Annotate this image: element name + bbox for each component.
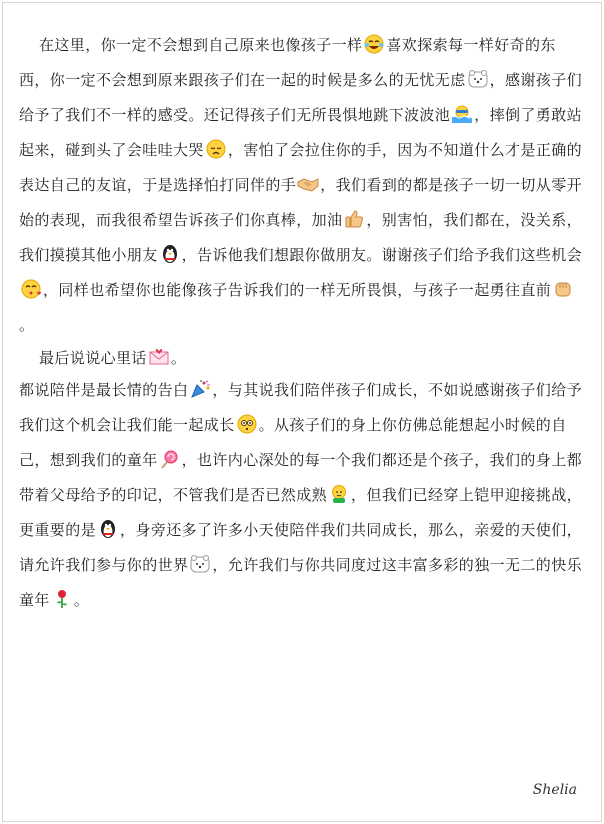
text: ，与其说我们陪伴孩子们成长，不如说感谢孩子们给予我们这个机会让我们能一起成长 [19,381,583,434]
kiss-face-emoji-icon [20,279,42,299]
paragraph-1 [19,28,585,343]
paragraph-2 [19,343,585,373]
crying-face-emoji-icon [205,139,227,159]
text: ，允许我们与你共同度过这丰富多彩的独一无二的快乐童年 [19,556,583,609]
text: 都说陪伴是最长情的告白 [19,381,189,399]
laughing-tears-emoji-icon [363,34,385,54]
text: ，别害怕，我们都在，没关系，我们摸摸其他小朋友 [19,211,583,264]
text: 。 [73,591,90,609]
text: ，摔倒了勇敢站起来，碰到头了会哇哇大哭 [19,106,583,159]
polar-bear-emoji-icon [467,69,489,89]
text: 。 [19,316,35,334]
signature: Shelia [532,782,577,798]
text: ，害怕了会拉住你的手，因为不知道什么才是正确的表达自己的友谊，于是选择怕打同伴的手 [19,141,583,194]
party-popper-emoji-icon [189,379,211,399]
thumbs-up-emoji-icon [343,209,365,229]
lollipop-emoji-icon [159,449,181,469]
paragraph-3 [19,373,585,618]
penguin-emoji-icon [159,244,181,264]
text: ，告诉他我们想跟你做朋友。谢谢孩子们给予我们这些机会 [181,246,583,264]
text: ，我们看到的都是孩子一切一切从零开始的表现，而我很希望告诉孩子们你真棒，加油 [19,176,583,229]
text: 。从孩子们的身上你仿佛总能想起小时候的自己，想到我们的童年 [19,416,567,469]
text: 喜欢探索每一样好奇的东西，你一定不会想到原来跟孩子们在一起的时候是多么的无忧无虑 [19,36,556,89]
text: ，同样也希望你也能像孩子告诉我们的一样无所畏惧，与孩子一起勇往直前 [43,281,552,299]
text: ，身旁还多了许多小天使陪伴我们共同成长，那么，亲爱的天使们，请允许我们参与你的世界 [19,521,583,574]
rose-emoji-icon [51,589,73,609]
text: 最后说说心里话 [39,349,147,367]
article-body [19,28,585,618]
wide-eyes-face-emoji-icon [236,414,258,434]
penguin-emoji-icon [97,519,119,539]
handshake-emoji-icon [297,174,319,194]
love-letter-emoji-icon [148,347,170,367]
polar-bear-emoji-icon [189,554,211,574]
text: 。 [170,349,187,367]
swimming-emoji-icon [451,104,473,124]
kid-face-emoji-icon [328,484,350,504]
text: ，也许内心深处的每一个我们都还是个孩子，我们的身上都带着父母给予的印记，不管我们是否已然成熟 [19,451,583,504]
text: 在这里，你一定不会想到自己原来也像孩子一样 [39,36,363,54]
text: ，但我们已经穿上铠甲迎接挑战，更重要的是 [19,486,583,539]
text: ，感谢孩子们给予了我们不一样的感受。还记得孩子们无所畏惧地跳下波波池 [19,71,583,124]
fist-emoji-icon [552,279,574,299]
